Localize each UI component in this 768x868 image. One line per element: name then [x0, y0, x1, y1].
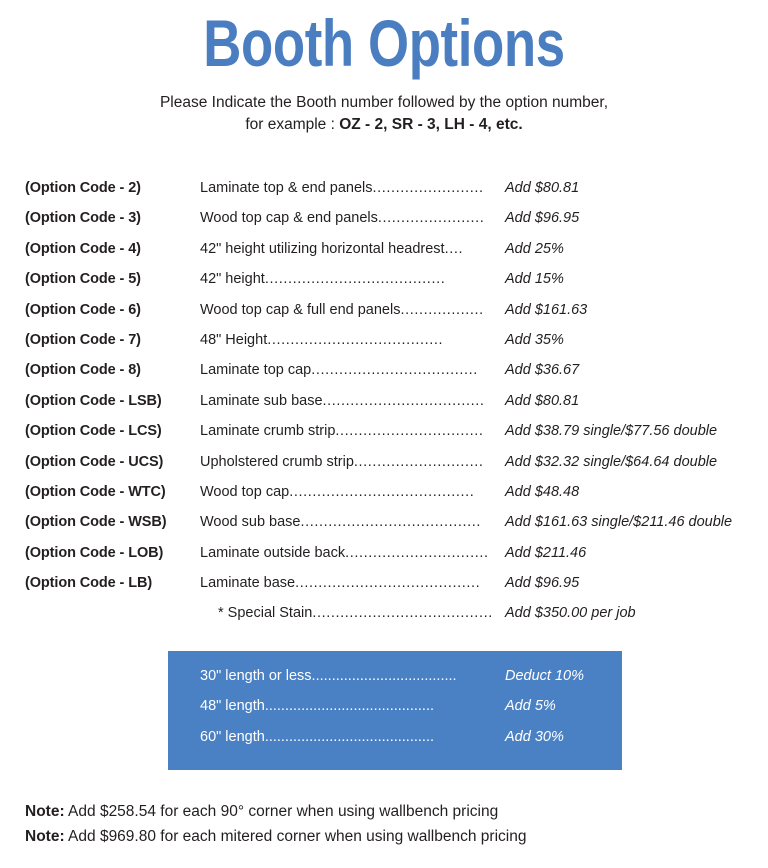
option-code-label: (Option Code - LOB) [25, 544, 164, 561]
option-row [0, 178, 768, 208]
dot-leader: ............................ [353, 453, 484, 470]
length-adjustment-row [168, 696, 622, 726]
length-price: Deduct 10% [505, 668, 584, 684]
option-row [0, 543, 768, 573]
option-row [0, 330, 768, 360]
option-price: Add $211.46 [505, 544, 587, 561]
page-title: Booth Options [203, 6, 565, 80]
notes-section [25, 799, 755, 849]
dot-leader: ....................... [377, 210, 485, 227]
dot-leader: ........................................ [289, 483, 475, 500]
length-adjustment-box [168, 651, 622, 770]
option-description [218, 603, 493, 624]
option-code-label: (Option Code - 5) [25, 271, 141, 288]
option-description-text: Upholstered crumb strip [200, 453, 354, 470]
option-price: Add $96.95 [505, 575, 580, 592]
option-description [200, 239, 493, 260]
option-price: Add $38.79 single/$77.56 double [505, 423, 718, 440]
dot-leader: ........................................ [295, 575, 481, 592]
option-code-label: (Option Code - 4) [25, 240, 141, 257]
length-description [200, 696, 493, 717]
option-list [0, 178, 768, 634]
length-adjustment-rows [168, 666, 622, 757]
option-row [0, 482, 768, 512]
note-text: Add $969.80 for each mitered corner when using wallbench pricing [64, 828, 527, 845]
dot-leader: ...................................... [267, 331, 444, 348]
option-row [0, 512, 768, 542]
length-description-text: 60" length [200, 728, 265, 745]
option-description-text: Wood top cap & full end panels [200, 301, 401, 318]
option-description [200, 482, 493, 503]
dot-leader: ....................................... [264, 271, 446, 288]
option-row [0, 421, 768, 451]
option-description-text: 42" height utilizing horizontal headrest [200, 240, 445, 257]
option-description [200, 512, 493, 533]
option-description [200, 330, 493, 351]
option-price: Add $32.32 single/$64.64 double [505, 453, 718, 470]
option-description-text: Laminate sub base [200, 392, 323, 409]
subtitle [0, 92, 768, 136]
note-text: Add $258.54 for each 90° corner when using wallbench pricing [64, 803, 499, 820]
option-row [0, 269, 768, 299]
length-description-text: 30" length or less [200, 668, 312, 684]
option-price: Add $161.63 single/$211.46 double [505, 514, 733, 531]
option-code-label: (Option Code - 6) [25, 301, 141, 318]
length-description [200, 666, 493, 687]
option-code-label: (Option Code - UCS) [25, 453, 164, 470]
option-description [200, 300, 493, 321]
note-line [25, 824, 755, 849]
option-price: Add 25% [505, 240, 564, 257]
option-description-text: * Special Stain [218, 605, 313, 622]
option-description [200, 360, 493, 381]
option-description-text: Laminate top & end panels [200, 180, 373, 196]
length-price: Add 5% [505, 698, 556, 715]
option-row [0, 300, 768, 330]
option-description-text: Laminate outside back [200, 544, 346, 561]
dot-leader: ........................ [372, 180, 484, 196]
option-row [0, 573, 768, 603]
option-price: Add $48.48 [505, 483, 580, 500]
option-description-text: Laminate crumb strip [200, 423, 336, 440]
option-price: Add $80.81 [505, 180, 580, 196]
option-description [200, 391, 493, 412]
note-line [25, 799, 755, 824]
option-row [0, 360, 768, 390]
option-code-label: (Option Code - 2) [25, 180, 141, 196]
option-description-text: Wood top cap [200, 483, 290, 500]
option-code-label: (Option Code - 3) [25, 210, 141, 227]
dot-leader: .......................................... [264, 698, 435, 715]
length-description [200, 727, 493, 748]
option-code-label: (Option Code - LB) [25, 575, 153, 592]
subtitle-line-2 [0, 114, 768, 136]
note-label: Note: [25, 803, 65, 820]
option-description-text: Wood top cap & end panels [200, 210, 378, 227]
option-row [0, 391, 768, 421]
dot-leader: .... [444, 240, 464, 257]
option-description [200, 543, 493, 564]
option-description-text: Laminate top cap [200, 362, 312, 379]
option-description [200, 208, 493, 229]
option-description [200, 573, 493, 594]
option-description [200, 269, 493, 290]
option-row [0, 239, 768, 269]
option-description [200, 421, 493, 442]
option-price: Add 35% [505, 331, 564, 348]
option-code-label: (Option Code - WTC) [25, 483, 166, 500]
option-description-text: 42" height [200, 271, 265, 288]
option-price: Add $36.67 [505, 362, 580, 379]
dot-leader: ................................... [322, 392, 485, 409]
dot-leader: ....................................... [300, 514, 482, 531]
option-code-label: (Option Code - LCS) [25, 423, 162, 440]
option-code-label: (Option Code - WSB) [25, 514, 167, 531]
length-adjustment-row [168, 666, 622, 696]
subtitle-line-2-prefix: for example : [245, 116, 340, 133]
option-row [0, 452, 768, 482]
dot-leader: .................................... [311, 668, 457, 684]
option-price: Add $161.63 [505, 301, 588, 318]
dot-leader: .......................................... [264, 728, 435, 745]
option-description [200, 178, 493, 199]
option-price: Add 15% [505, 271, 564, 288]
option-price: Add $80.81 [505, 392, 580, 409]
dot-leader: ................................ [335, 423, 484, 440]
option-row [0, 603, 768, 633]
option-code-label: (Option Code - LSB) [25, 392, 162, 409]
length-description-text: 48" length [200, 698, 265, 715]
dot-leader: ............................... [345, 544, 489, 561]
option-description [200, 452, 493, 473]
length-price: Add 30% [505, 728, 564, 745]
option-row [0, 208, 768, 238]
option-code-label: (Option Code - 8) [25, 362, 141, 379]
option-description-text: 48" Height [200, 331, 268, 348]
dot-leader: ....................................... [312, 605, 493, 622]
subtitle-example-codes: OZ - 2, SR - 3, LH - 4, etc. [339, 116, 523, 133]
note-label: Note: [25, 828, 65, 845]
option-price: Add $350.00 per job [505, 605, 636, 622]
subtitle-line-1: Please Indicate the Booth number followed by the option number, [159, 94, 609, 111]
dot-leader: .................. [400, 301, 484, 318]
dot-leader: .................................... [311, 362, 478, 379]
length-adjustment-row [168, 727, 622, 757]
option-description-text: Wood sub base [200, 514, 301, 531]
option-code-label: (Option Code - 7) [25, 331, 141, 348]
option-price: Add $96.95 [505, 210, 580, 227]
option-description-text: Laminate base [200, 575, 296, 592]
